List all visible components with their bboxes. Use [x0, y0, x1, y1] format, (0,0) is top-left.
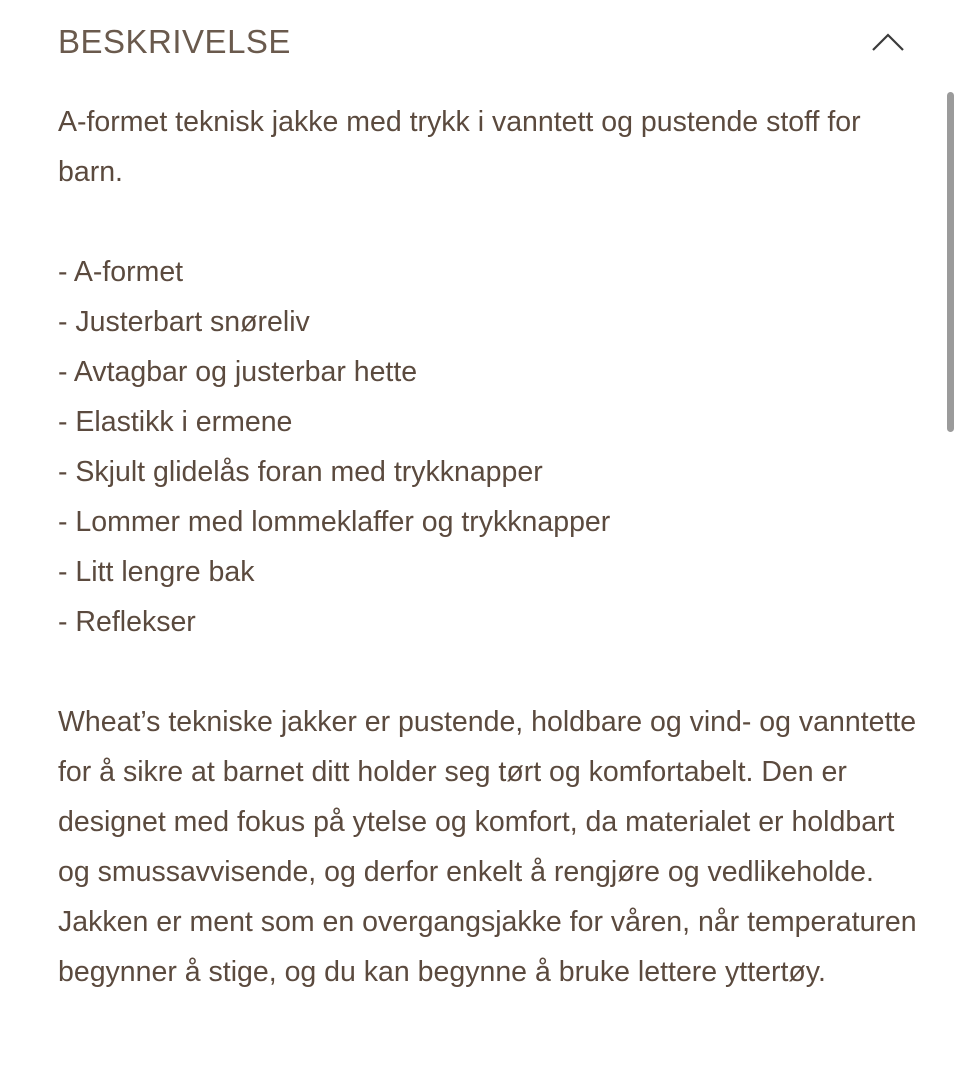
- description-accordion-header[interactable]: [58, 18, 906, 66]
- feature-item: - Skjult glidelås foran med trykknapper: [58, 456, 543, 488]
- chevron-up-icon[interactable]: [870, 30, 906, 54]
- section-title: BESKRIVELSE: [58, 23, 291, 60]
- spacer: [58, 647, 928, 697]
- feature-item: - A-formet: [58, 256, 184, 288]
- description-content: [58, 97, 928, 997]
- description-intro: A-formet teknisk jakke med trykk i vanntett og pustende stoff for barn.: [58, 106, 861, 188]
- feature-item: - Lommer med lommeklaffer og trykknapper: [58, 506, 611, 538]
- spacer: [58, 197, 928, 247]
- description-body: Wheat’s tekniske jakker er pustende, holdbare og vind- og vanntette for å sikre at barnet ditt holder seg tørt og komfortabelt. Den er designet med fokus på ytelse og komfort, da materialet er holdbart og smussavvisende, og derfor enkelt å rengjøre og vedlikeholde. Jakken er ment som en overgangsjakke for våren, når temperaturen begynner å stige, og du kan begynne å bruke lettere yttertøy.: [58, 706, 917, 988]
- feature-item: - Litt lengre bak: [58, 556, 255, 588]
- scrollbar-thumb[interactable]: [947, 92, 954, 432]
- feature-item: - Elastikk i ermene: [58, 406, 293, 438]
- feature-list: [58, 247, 928, 647]
- feature-item: - Reflekser: [58, 606, 196, 638]
- feature-item: - Avtagbar og justerbar hette: [58, 356, 418, 388]
- feature-item: - Justerbart snøreliv: [58, 306, 310, 338]
